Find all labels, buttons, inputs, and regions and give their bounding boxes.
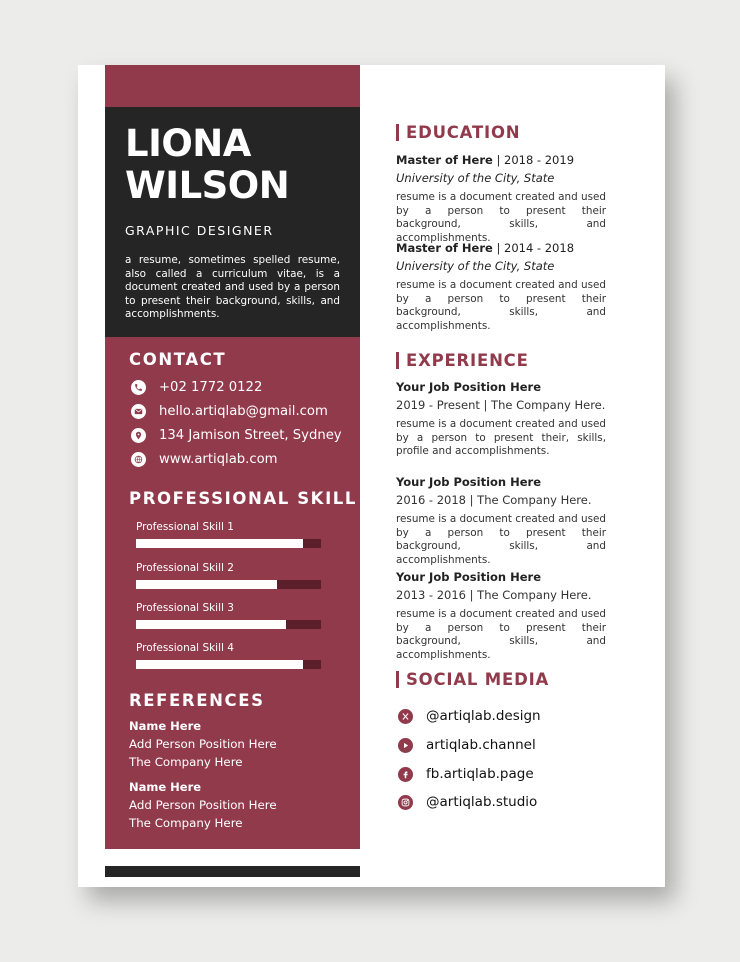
social-instagram[interactable] [398,792,537,812]
education-school: University of the City, State [396,171,555,185]
education-years: | 2018 - 2019 [492,153,575,167]
skills-heading: PROFESSIONAL SKILL [129,489,358,508]
education-description: resume is a document created and used by a person to present their background, skills, and accomplishments. [396,279,606,332]
education-heading-text: EDUCATION [406,123,521,142]
contact-email[interactable] [131,400,328,422]
job-title: GRAPHIC DESIGNER [125,223,274,238]
reference-name: Name Here [129,719,202,733]
experience-entry [396,378,606,459]
contact-email-text: hello.artiqlab@gmail.com [159,403,328,419]
skill-track [136,620,321,629]
social-facebook-text: fb.artiqlab.page [426,766,534,782]
education-degree: Master of Here [396,153,493,167]
education-entry [396,151,606,245]
skill-fill [136,620,286,629]
skill-label: Professional Skill 3 [136,602,234,614]
skill-label: Professional Skill 2 [136,562,234,574]
social-twitter[interactable] [398,706,541,726]
skill-label: Professional Skill 1 [136,521,234,533]
experience-description: resume is a document created and used by a person to present their, skills, profile and accomplishments. [396,418,606,457]
experience-position [396,473,606,491]
reference-company: The Company Here [129,816,243,830]
experience-heading-text: EXPERIENCE [406,351,529,370]
experience-entry [396,568,606,662]
contact-phone-text: +02 1772 0122 [159,379,263,395]
references-heading: REFERENCES [129,691,265,710]
experience-position [396,568,606,586]
education-title [396,151,606,169]
experience-entry [396,473,606,567]
reference-company: The Company Here [129,755,243,769]
mail-icon [131,404,146,419]
experience-position-text: Your Job Position Here [396,570,541,584]
social-facebook[interactable] [398,764,534,784]
x-twitter-icon [398,709,413,724]
skill-item [136,521,321,548]
heading-accent-bar [396,352,399,369]
heading-accent-bar [396,124,399,141]
contact-address-text: 134 Jamison Street, Sydney [159,427,342,443]
education-title [396,239,606,257]
heading-accent-bar [396,671,399,688]
skill-fill [136,660,303,669]
contact-phone[interactable] [131,376,262,398]
experience-position-text: Your Job Position Here [396,380,541,394]
skill-item [136,602,321,629]
facebook-icon [398,767,413,782]
education-description: resume is a document created and used by a person to present their background, skills, and accomplishments. [396,191,606,244]
name-block [105,107,360,337]
education-entry [396,239,606,333]
skill-item [136,562,321,589]
social-heading [396,670,549,689]
education-years: | 2014 - 2018 [492,241,575,255]
social-youtube[interactable] [398,735,536,755]
experience-period: 2019 - Present | The Company Here. [396,398,606,412]
social-instagram-text: @artiqlab.studio [426,794,538,810]
instagram-icon [398,795,413,810]
experience-position-text: Your Job Position Here [396,475,541,489]
contact-heading: CONTACT [129,350,227,369]
location-pin-icon [131,428,146,443]
skill-track [136,580,321,589]
profile-summary: a resume, sometimes spelled resume, also called a curriculum vitae, is a document created and used by a person to present their background, skills, and accomplishments. [125,254,340,320]
education-degree: Master of Here [396,241,493,255]
reference-position: Add Person Position Here [129,737,277,751]
resume-page [78,65,665,887]
experience-period: 2013 - 2016 | The Company Here. [396,588,592,602]
first-name: LIONA [125,122,251,165]
contact-address[interactable] [131,424,342,446]
skill-fill [136,539,303,548]
reference-name: Name Here [129,780,202,794]
education-school: University of the City, State [396,259,555,273]
social-youtube-text: artiqlab.channel [426,737,536,753]
experience-description: resume is a document created and used by a person to present their background, skills, and accomplishments. [396,513,606,566]
reference-item [129,779,277,832]
globe-icon [131,452,146,467]
experience-position [396,378,606,396]
last-name: WILSON [125,164,290,207]
contact-website[interactable] [131,448,278,470]
sidebar [105,65,360,849]
skill-track [136,539,321,548]
youtube-play-icon [398,738,413,753]
reference-item [129,718,277,771]
education-heading [396,123,520,142]
social-twitter-text: @artiqlab.design [426,708,541,724]
skill-label: Professional Skill 4 [136,642,234,654]
experience-period: 2016 - 2018 | The Company Here. [396,493,592,507]
reference-position: Add Person Position Here [129,798,277,812]
skill-item [136,642,321,669]
contact-website-text: www.artiqlab.com [159,451,278,467]
experience-heading [396,351,529,370]
phone-icon [131,380,146,395]
experience-description: resume is a document created and used by a person to present their background, skills, and accomplishments. [396,608,606,661]
bottom-accent-bar [105,866,360,877]
social-heading-text: SOCIAL MEDIA [406,670,550,689]
skill-track [136,660,321,669]
skill-fill [136,580,277,589]
